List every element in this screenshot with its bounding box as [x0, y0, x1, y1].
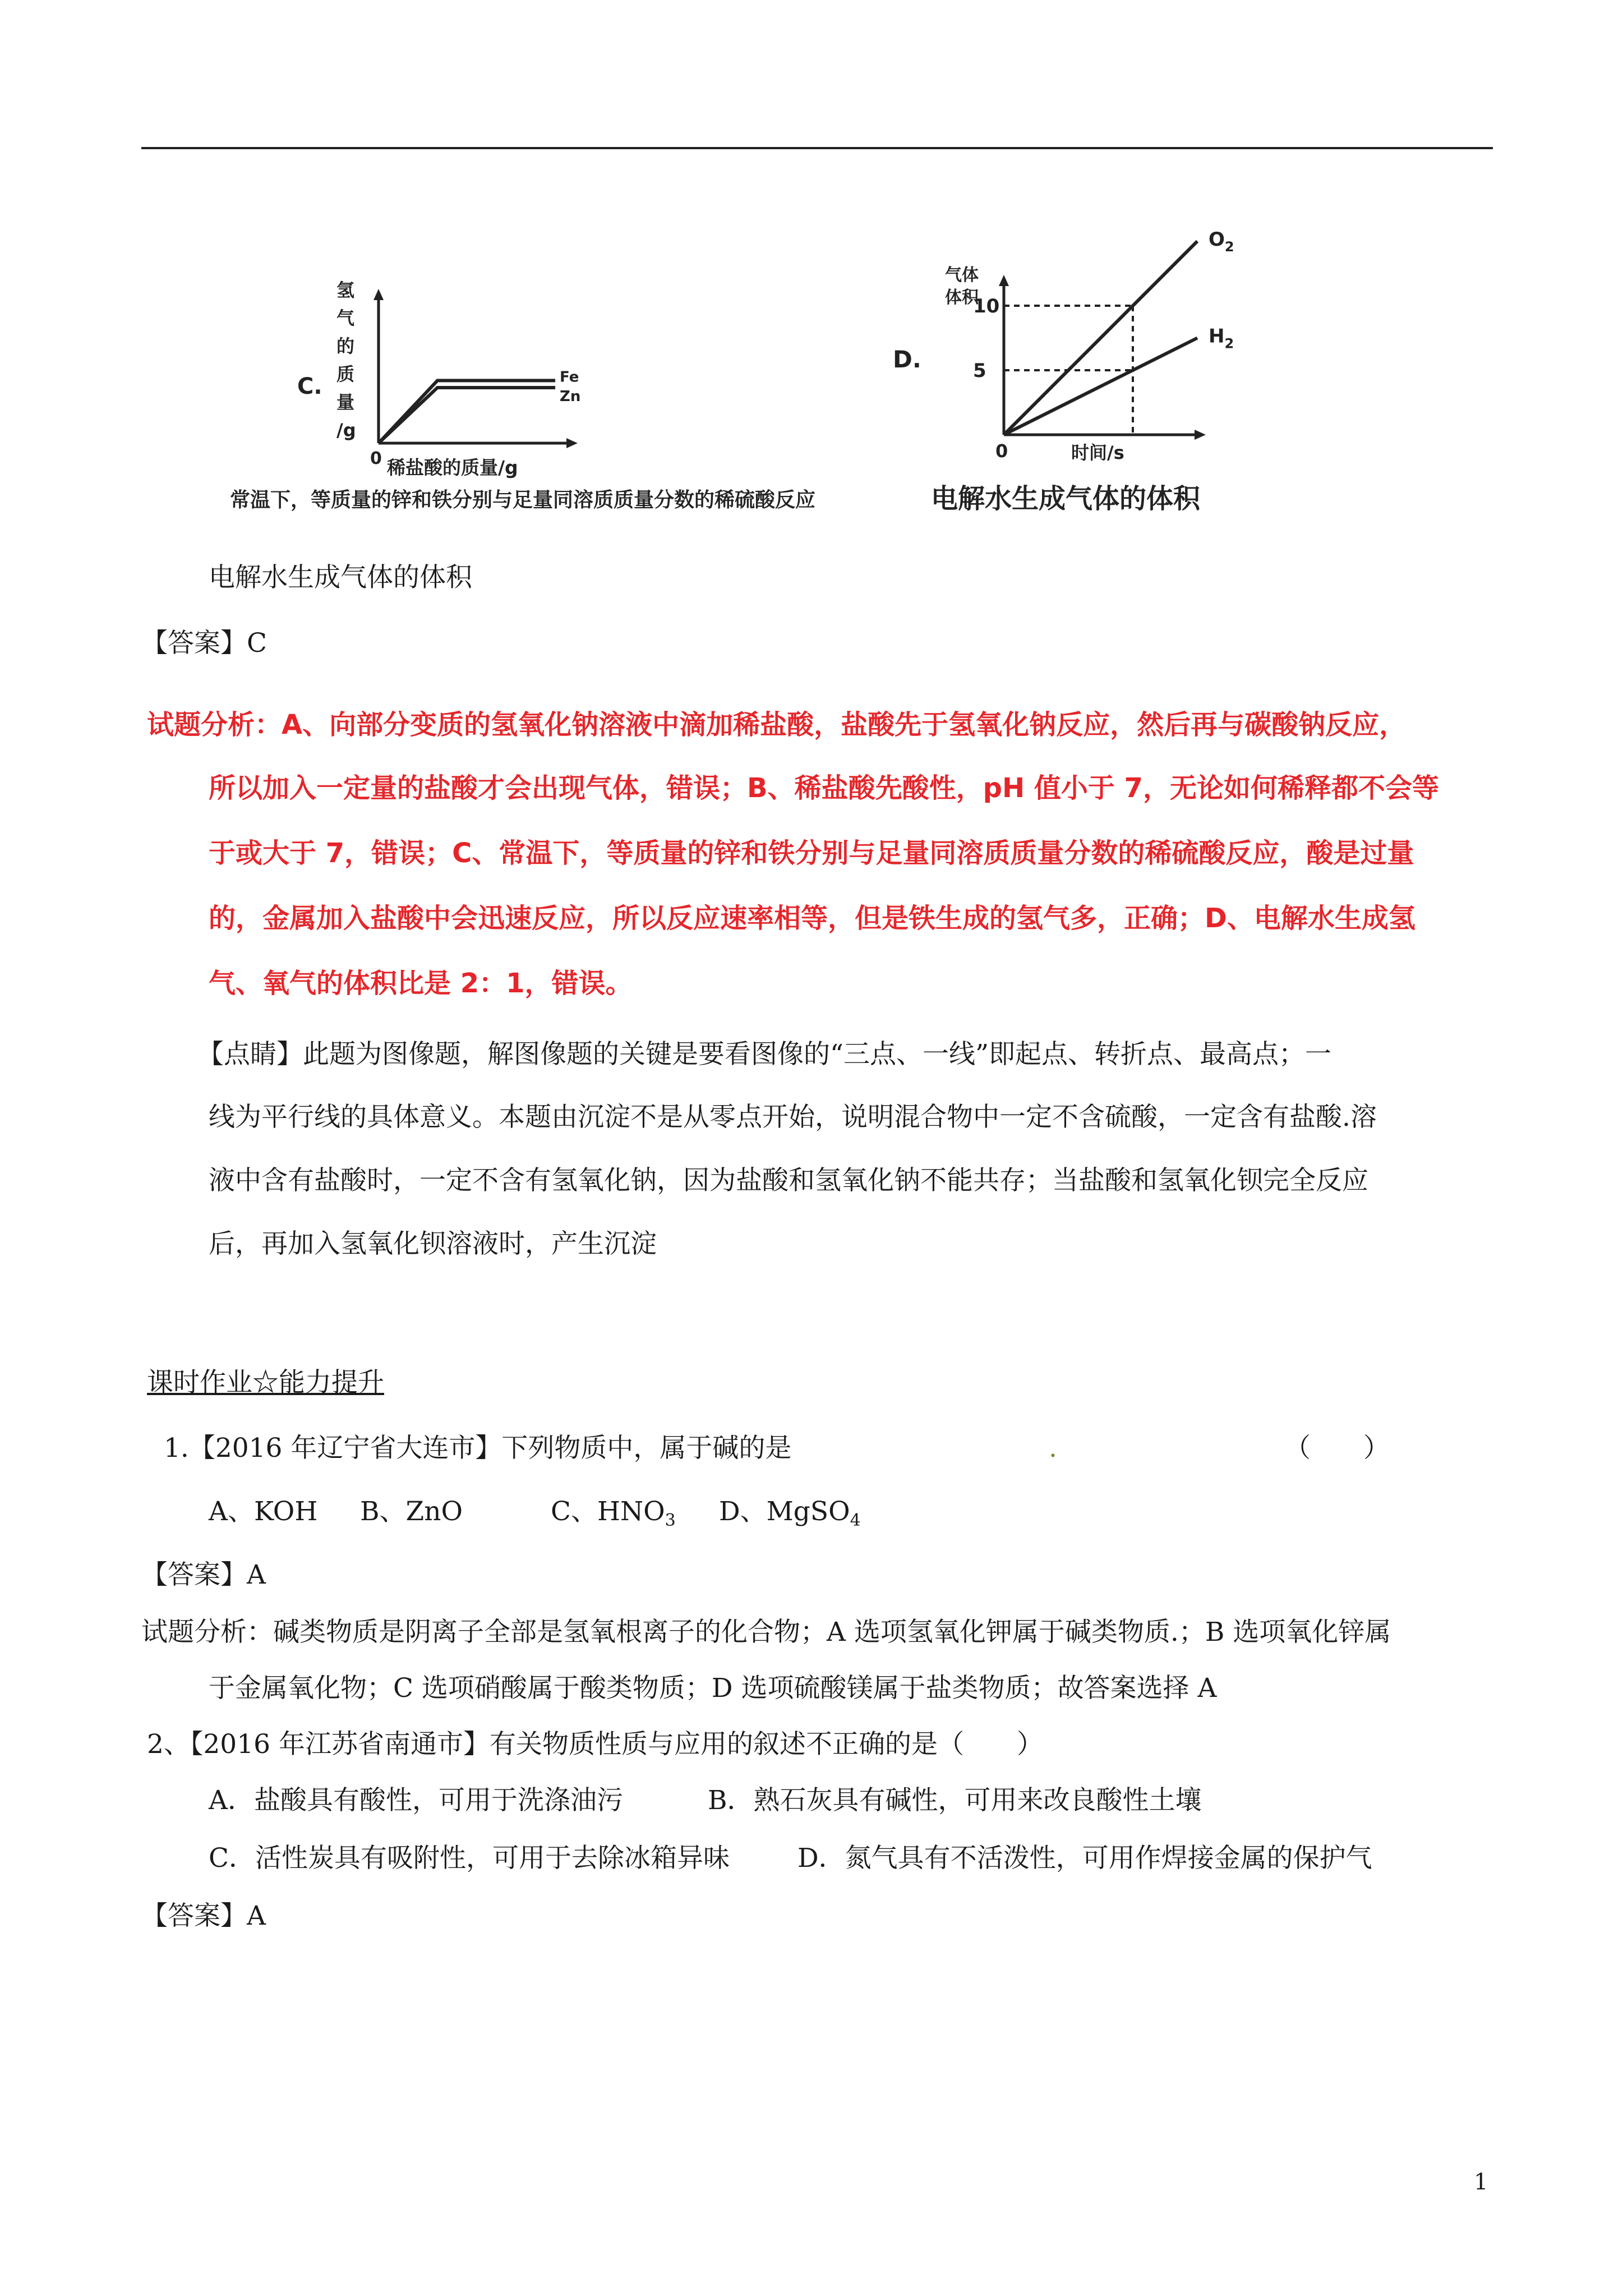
q2-stem: 2、【2016 年江苏省南通市】有关物质性质与应用的叙述不正确的是（ ） — [147, 1729, 1043, 1760]
q1-option-b: B、ZnO — [360, 1496, 463, 1527]
header-rule — [141, 147, 1493, 149]
figure-d-caption: 电解水生成气体的体积 — [931, 483, 1201, 514]
q2-option-d: D．氮气具有不活泼性，可用作焊接金属的保护气 — [797, 1843, 1372, 1874]
q1-option-d-sub: 4 — [850, 1511, 861, 1530]
answer-1: 【答案】C — [141, 628, 267, 659]
chart-c-ylabel-char: 量 — [336, 392, 355, 413]
chart-c-ylabel-char: 气 — [336, 307, 355, 329]
option-c-label: C. — [297, 374, 322, 399]
tip-line-2: 线为平行线的具体意义。本题由沉淀不是从零点开始，说明混合物中一定不含硫酸，一定含有盐酸.溶 — [209, 1102, 1377, 1133]
q1-option-d-text: D、MgSO — [719, 1496, 850, 1527]
page-number: 1 — [1474, 2169, 1488, 2195]
chart-d-ytick-5: 5 — [973, 360, 986, 382]
q1-option-c — [551, 1495, 676, 1529]
q1-answer: 【答案】A — [141, 1559, 266, 1590]
tip-line-1: 【点睛】此题为图像题，解图像题的关键是要看图像的“三点、一线”即起点、转折点、最高点；一 — [197, 1039, 1332, 1070]
chart-d-xlabel: 时间/s — [1071, 442, 1124, 463]
q1-option-a: A、KOH — [209, 1496, 318, 1527]
chart-d-ytick-10: 10 — [973, 295, 1000, 318]
chart-c-xlabel: 稀盐酸的质量/g — [387, 457, 518, 478]
analysis-line-3: 于或大于 7，错误；C、常温下，等质量的锌和铁分别与足量同溶质质量分数的稀硫酸反应，酸是过量 — [209, 838, 1414, 869]
chart-d-ylabel-1: 气体 — [945, 265, 979, 285]
figure-d — [886, 228, 1279, 522]
series-line-h2 — [1004, 338, 1197, 435]
chart-c-origin: 0 — [370, 449, 382, 468]
chart-d-ylabel-2: 体积 — [945, 288, 979, 307]
chart-c-ylabel-char: 的 — [336, 335, 355, 357]
q1-analysis-1: 试题分析：碱类物质是阴离子全部是氢氧根离子的化合物；A 选项氢氧化钾属于碱类物质.；B 选项氧化锌属 — [141, 1617, 1391, 1648]
caption-repeat: 电解水生成气体的体积 — [209, 562, 472, 593]
series-label-zn: Zn — [560, 388, 581, 405]
series-label-fe: Fe — [560, 369, 579, 386]
q1-option-d — [719, 1495, 861, 1529]
q1-paren: （ ） — [1284, 1433, 1390, 1464]
analysis-line-1: 试题分析：A、向部分变质的氢氧化钠溶液中滴加稀盐酸，盐酸先于氢氧化钠反应，然后再与碳酸钠反应， — [147, 709, 1407, 740]
tip-line-4: 后，再加入氢氧化钡溶液时，产生沉淀 — [209, 1228, 657, 1259]
option-d-label: D. — [893, 346, 921, 373]
chart-c-ylabel-char: 氢 — [336, 279, 355, 301]
analysis-line-4: 的，金属加入盐酸中会迅速反应，所以反应速率相等，但是铁生成的氢气多，正确；D、电解水生成氢 — [209, 903, 1415, 934]
q1-stem: 1.【2016 年辽宁省大连市】下列物质中，属于碱的是 — [164, 1433, 792, 1464]
q2-option-b: B．熟石灰具有碱性，可用来改良酸性土壤 — [708, 1785, 1202, 1816]
q2-option-a: A．盐酸具有酸性，可用于洗涤油污 — [209, 1785, 623, 1816]
chart-d — [886, 228, 1279, 477]
chart-c-ylabel-char: 质 — [336, 364, 355, 385]
chart-c-ylabel — [336, 279, 356, 441]
analysis-line-5: 气、氧气的体积比是 2：1，错误。 — [209, 968, 633, 999]
analysis-line-2: 所以加入一定量的盐酸才会出现气体，错误；B、稀盐酸先酸性，pH 值小于 7，无论如何稀释都不会等 — [209, 772, 1439, 804]
tip-line-3: 液中含有盐酸时，一定不含有氢氧化钠，因为盐酸和氢氧化钠不能共存；当盐酸和氢氧化钡完全反应 — [209, 1165, 1368, 1196]
q1-option-c-text: C、HNO — [551, 1496, 665, 1527]
series-label-h2: $H_2$ — [1209, 325, 1234, 352]
chart-c-ylabel-char: /g — [336, 420, 356, 441]
figure-c-caption: 常温下，等质量的锌和铁分别与足量同溶质质量分数的稀硫酸反应 — [230, 489, 816, 512]
q2-answer: 【答案】A — [141, 1901, 266, 1931]
q2-option-c: C．活性炭具有吸附性，可用于去除冰箱异味 — [209, 1843, 730, 1874]
series-line-fe — [379, 380, 555, 443]
series-label-o2: $O_2$ — [1209, 228, 1234, 255]
q1-dot: . — [1049, 1433, 1057, 1464]
q1-analysis-2: 于金属氧化物；C 选项硝酸属于酸类物质；D 选项硫酸镁属于盐类物质；故答案选择 A — [209, 1673, 1217, 1704]
q1-option-c-sub: 3 — [665, 1511, 676, 1530]
chart-d-origin: 0 — [995, 440, 1008, 462]
series-line-o2 — [1004, 241, 1197, 435]
figure-c — [230, 279, 909, 527]
section-title: 课时作业☆能力提升 — [147, 1367, 384, 1398]
